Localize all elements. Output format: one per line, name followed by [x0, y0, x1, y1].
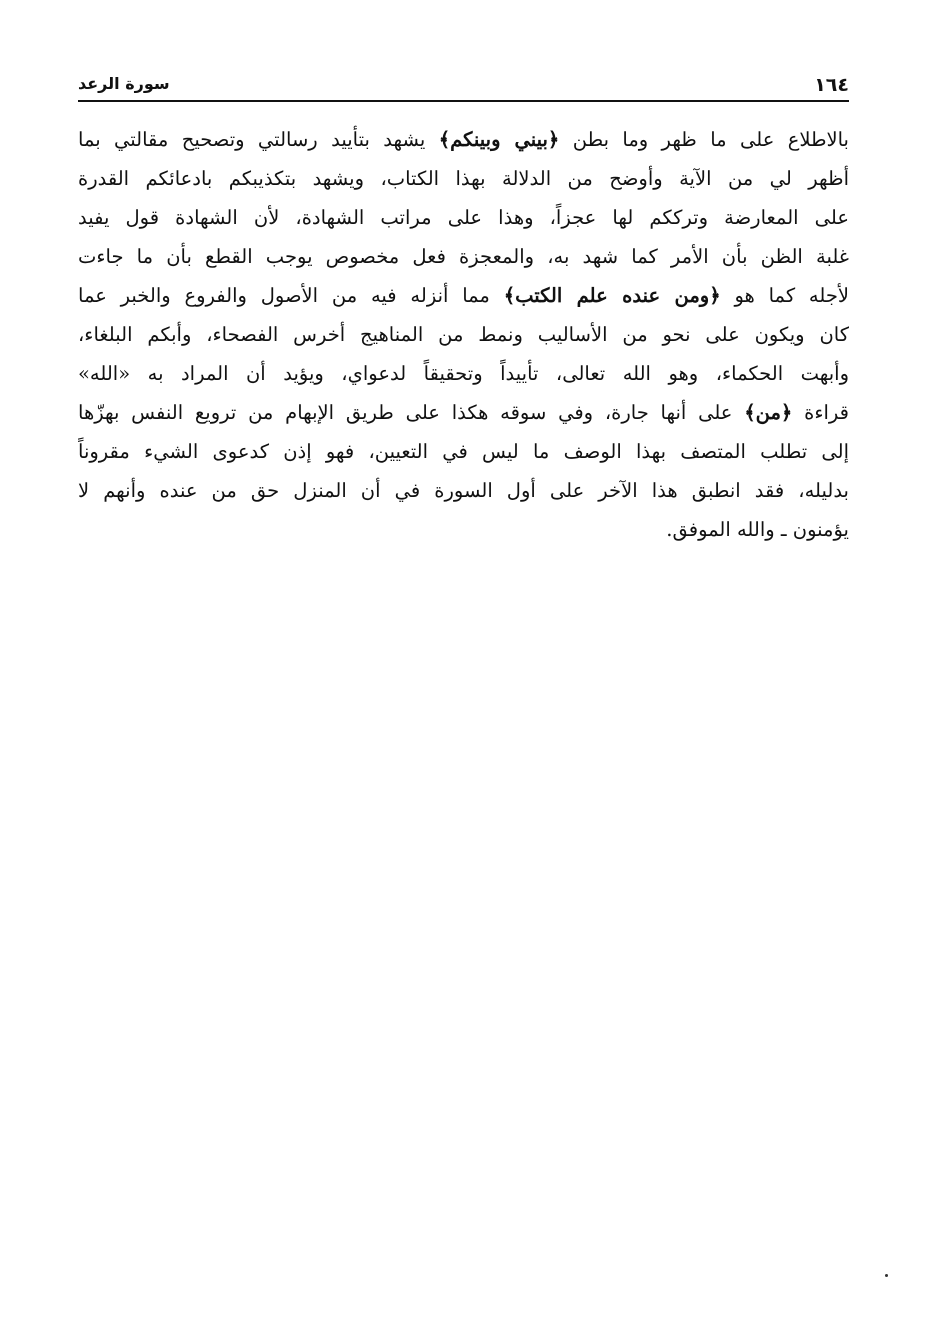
- header-rule: [78, 100, 849, 102]
- body-text: [78, 120, 849, 549]
- text-line-2: أظهر لي من الآية وأوضح من الدلالة بهذا الكتاب، ويشهد بتكذيبكم بادعائكم القدرة: [78, 167, 849, 190]
- page-number: ١٦٤: [814, 74, 849, 96]
- text-line-8: [78, 393, 849, 432]
- running-title: سورة الرعد: [78, 74, 170, 93]
- text-line-4: غلبة الظن بأن الأمر كما شهد به، والمعجزة فعل مخصوص يوجب القطع بأن ما جاءت: [78, 245, 849, 268]
- text-line-3: على المعارضة وترككم لها عجزاً، وهذا على مراتب الشهادة، لأن الشهادة قول يفيد: [78, 206, 849, 229]
- line-5-after: مما أنزله فيه من الأصول والفروع والخبر عما: [78, 284, 504, 307]
- text-line-5: [78, 276, 849, 315]
- quran-quote: ﴿ومن عنده علم الكتب﴾: [503, 284, 721, 307]
- text-line-7: وأبهت الحكماء، وهو الله تعالى، تأييداً وتحقيقاً لدعواي، ويؤيد أن المراد به «الله»: [78, 362, 849, 385]
- quran-quote: ﴿من﴾: [744, 401, 793, 424]
- line-1-after: يشهد بتأييد رسالتي وتصحيح مقالتي بما: [78, 128, 439, 151]
- line-8-after: على أنها جارة، وفي سوقه هكذا على طريق الإبهام من ترويع النفس بهزّها: [78, 401, 745, 424]
- text-line-10: بدليله، فقد انطبق هذا الآخر على أول السورة في أن المنزل حق من عنده وأنهم لا: [78, 479, 849, 502]
- scan-speck: [885, 1274, 888, 1277]
- line-5-before: لأجله كما هو: [720, 284, 849, 307]
- page-header: [78, 72, 849, 100]
- text-line-1: [78, 120, 849, 159]
- text-line-9: إلى تطلب المتصف بهذا الوصف ما ليس في التعيين، فهو إذن كدعوى الشيء مقروناً: [78, 440, 849, 463]
- quran-quote: ﴿بيني وبينكم﴾: [438, 128, 560, 151]
- text-line-11: يؤمنون ـ والله الموفق.: [666, 518, 849, 541]
- text-line-6: كان ويكون على نحو من الأساليب ونمط من المناهيج أخرس الفصحاء، وأبكم البلغاء،: [78, 323, 849, 346]
- line-1-before: بالاطلاع على ما ظهر وما بطن: [559, 128, 849, 151]
- line-8-before: قراءة: [792, 401, 849, 424]
